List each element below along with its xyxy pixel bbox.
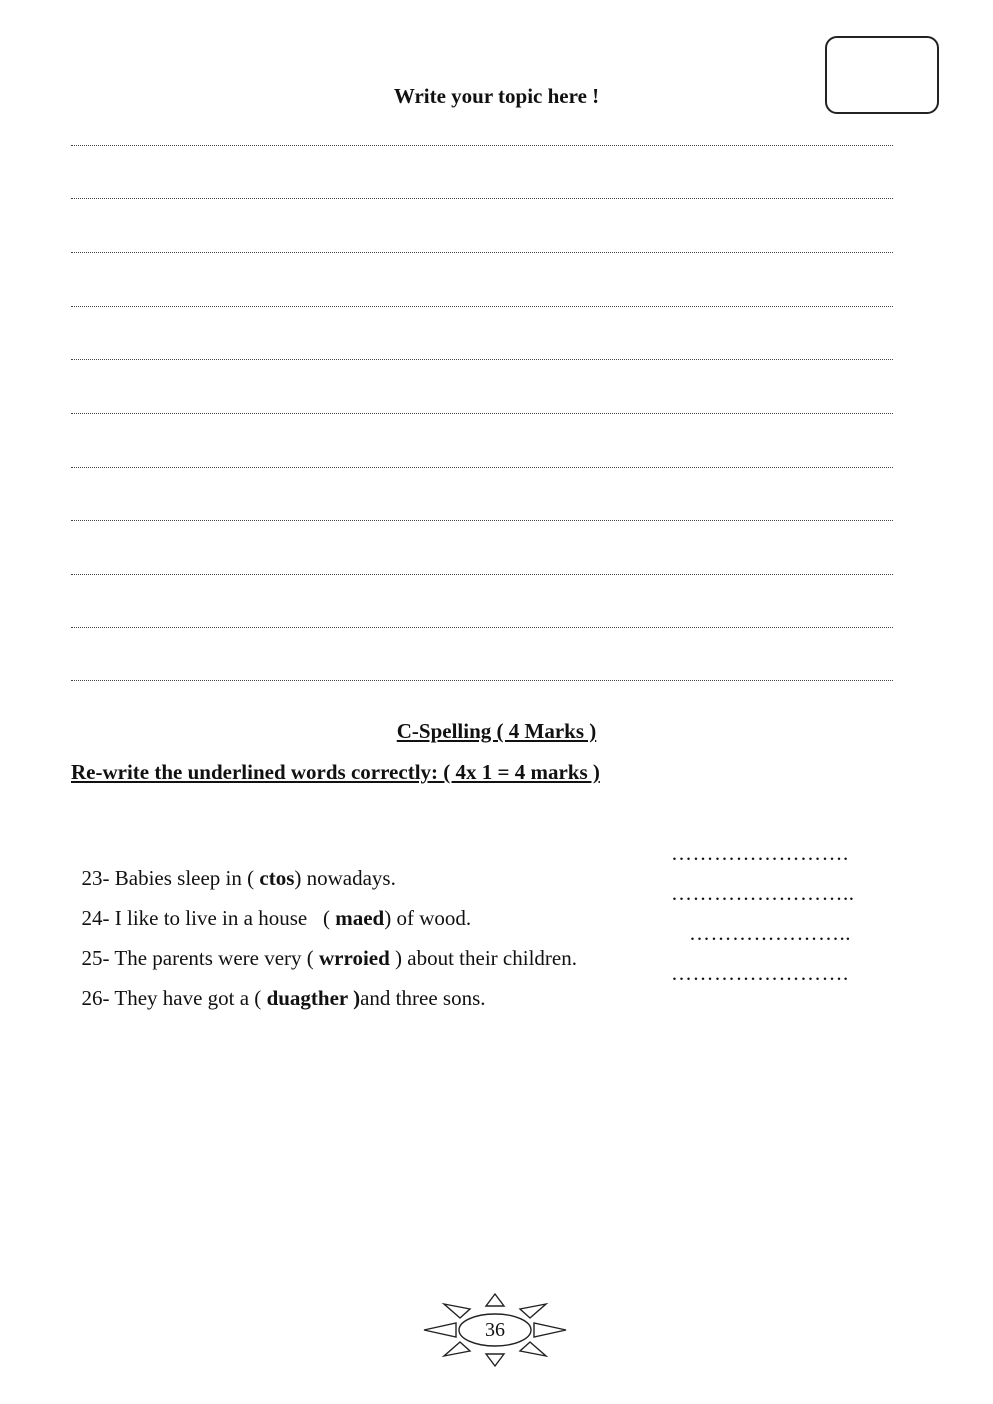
sun-ray-icon xyxy=(520,1342,546,1356)
writing-line[interactable] xyxy=(71,252,893,253)
instruction-text: Re-write the underlined words correctly: ( 4x 1 = 4 marks ) xyxy=(71,760,600,784)
misspelled-word: wrroied xyxy=(319,946,390,970)
writing-line[interactable] xyxy=(71,520,893,521)
answer-blank-24[interactable]: …………………….. xyxy=(671,881,855,905)
question-text: ) about their children. xyxy=(389,946,577,970)
answer-blank-23[interactable]: ……………………. xyxy=(671,841,849,865)
answer-blank-25[interactable]: ………………….. xyxy=(689,921,851,945)
sun-ray-icon xyxy=(444,1304,470,1318)
writing-line[interactable] xyxy=(71,145,893,146)
question-text: 25- The parents were very ( xyxy=(81,946,320,970)
writing-line[interactable] xyxy=(71,627,893,628)
sun-ray-icon xyxy=(486,1354,504,1366)
sun-ray-icon xyxy=(520,1304,546,1318)
question-text: and three sons. xyxy=(360,986,486,1010)
sun-ray-icon xyxy=(444,1342,470,1356)
writing-line[interactable] xyxy=(71,680,893,681)
misspelled-word: maed xyxy=(335,906,385,930)
misspelled-word: ctos xyxy=(259,866,295,890)
sun-ray-icon xyxy=(486,1294,504,1306)
question-text: 23- Babies sleep in ( xyxy=(81,866,260,890)
writing-line[interactable] xyxy=(71,413,893,414)
question-text: 24- I like to live in a house ( xyxy=(81,906,336,930)
question-text: ) of wood. xyxy=(384,906,472,930)
topic-title: Write your topic here ! xyxy=(393,84,600,108)
writing-line[interactable] xyxy=(71,359,893,360)
answer-blank-26[interactable]: ……………………. xyxy=(671,961,849,985)
question-text: 26- They have got a ( xyxy=(81,986,267,1010)
section-title: C-Spelling ( 4 Marks ) xyxy=(396,719,597,743)
question-text: ) nowadays. xyxy=(294,866,396,890)
misspelled-word: duagther ) xyxy=(266,986,361,1010)
writing-line[interactable] xyxy=(71,467,893,468)
writing-line[interactable] xyxy=(71,198,893,199)
page-number: 36 xyxy=(485,1319,505,1341)
writing-line[interactable] xyxy=(71,306,893,307)
question-26 xyxy=(71,961,486,1011)
writing-line[interactable] xyxy=(71,574,893,575)
